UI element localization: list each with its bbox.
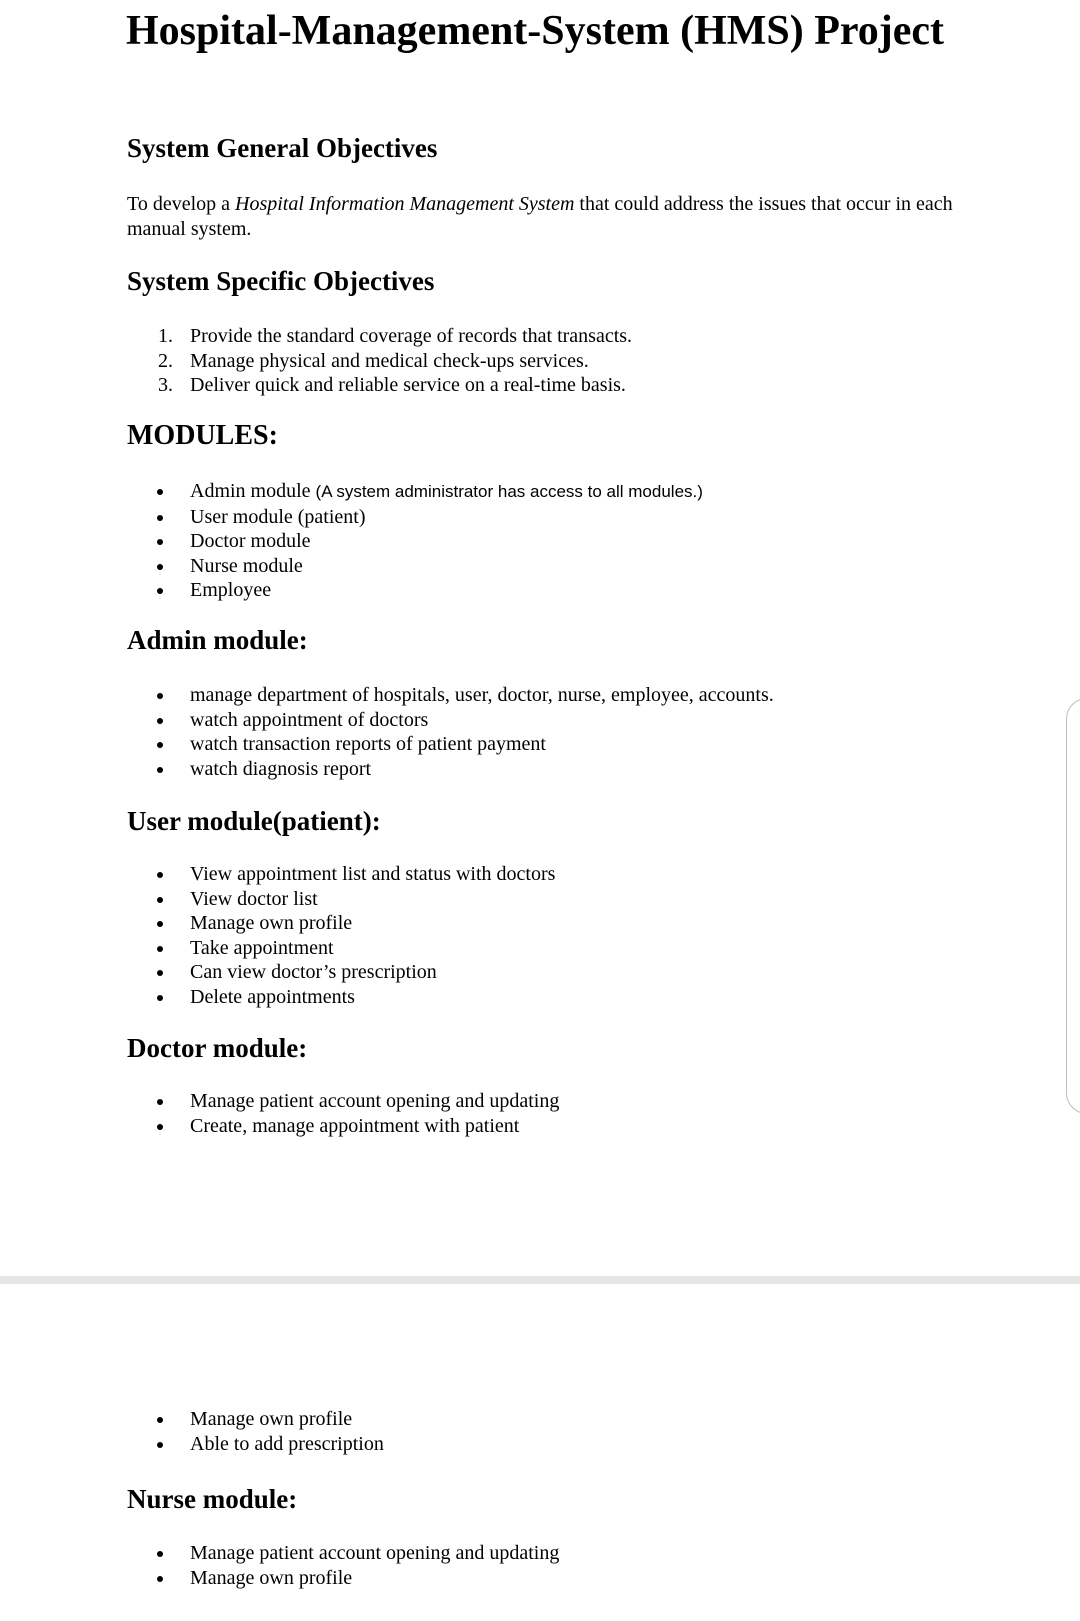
list-item: Manage own profile <box>0 1566 559 1591</box>
bullet-icon <box>157 718 163 724</box>
admin-module-list <box>0 683 774 781</box>
document-page-2 <box>0 1284 1080 1621</box>
list-item: Can view doctor’s prescription <box>0 960 555 985</box>
bullet-icon <box>157 539 163 545</box>
list-item: Take appointment <box>0 936 555 961</box>
list-item: Nurse module <box>0 554 703 579</box>
list-item: watch transaction reports of patient payment <box>0 732 774 757</box>
system-name-emphasis: Hospital Information Management System <box>235 193 575 215</box>
bullet-icon <box>157 872 163 878</box>
general-objectives-heading: System General Objectives <box>127 133 438 163</box>
bullet-icon <box>157 515 163 521</box>
list-item: watch diagnosis report <box>0 757 774 782</box>
list-item: 3. Deliver quick and reliable service on a real-time basis. <box>158 374 626 396</box>
admin-module-note: (A system administrator has access to all modules.) <box>315 482 703 501</box>
list-item: Create, manage appointment with patient <box>0 1114 559 1139</box>
admin-module-heading: Admin module: <box>127 625 308 655</box>
list-item: Able to add prescription <box>0 1432 384 1457</box>
list-item: View appointment list and status with doctors <box>0 862 555 887</box>
specific-objectives-heading: System Specific Objectives <box>127 266 435 296</box>
bullet-icon <box>157 970 163 976</box>
modules-heading: MODULES: <box>127 420 278 451</box>
bullet-icon <box>157 1576 163 1582</box>
nurse-module-list <box>0 1541 559 1590</box>
list-item: 1. Provide the standard coverage of records that transacts. <box>158 325 633 347</box>
doctor-module-list <box>0 1089 559 1138</box>
user-module-heading: User module(patient): <box>127 806 381 836</box>
bullet-icon <box>157 1442 163 1448</box>
list-item: User module (patient) <box>0 505 703 530</box>
list-item: Delete appointments <box>0 985 555 1010</box>
list-item: Doctor module <box>0 529 703 554</box>
user-module-list <box>0 862 555 1009</box>
list-item: View doctor list <box>0 887 555 912</box>
bullet-icon <box>157 588 163 594</box>
list-item: Admin module (A system administrator has access to all modules.) <box>0 479 703 505</box>
bullet-icon <box>157 946 163 952</box>
bullet-icon <box>157 489 163 495</box>
list-item: Manage patient account opening and updating <box>0 1541 559 1566</box>
bullet-icon <box>157 1551 163 1557</box>
bullet-icon <box>157 1417 163 1423</box>
bullet-icon <box>157 897 163 903</box>
doctor-module-list-continued <box>0 1407 384 1456</box>
side-panel-handle[interactable] <box>1066 698 1080 1114</box>
bullet-icon <box>157 921 163 927</box>
doctor-module-heading: Doctor module: <box>127 1033 308 1063</box>
modules-list <box>0 479 703 603</box>
list-item: manage department of hospitals, user, doctor, nurse, employee, accounts. <box>0 683 774 708</box>
list-item: Manage patient account opening and updating <box>0 1089 559 1114</box>
bullet-icon <box>157 767 163 773</box>
bullet-icon <box>157 1124 163 1130</box>
list-item: Employee <box>0 578 703 603</box>
list-item: Manage own profile <box>0 1407 384 1432</box>
bullet-icon <box>157 995 163 1001</box>
specific-objectives-list <box>0 324 632 398</box>
list-item: 2. Manage physical and medical check-ups services. <box>158 349 589 372</box>
bullet-icon <box>157 1099 163 1105</box>
page-separator <box>0 1276 1080 1284</box>
bullet-icon <box>157 693 163 699</box>
list-item: watch appointment of doctors <box>0 708 774 733</box>
bullet-icon <box>157 742 163 748</box>
document-title: Hospital-Management-System (HMS) Project <box>126 8 945 54</box>
nurse-module-heading: Nurse module: <box>127 1484 298 1514</box>
bullet-icon <box>157 564 163 570</box>
list-item: Manage own profile <box>0 911 555 936</box>
general-objectives-text: To develop a Hospital Information Management System that could address the issues that occur in each manual system. <box>127 193 953 240</box>
